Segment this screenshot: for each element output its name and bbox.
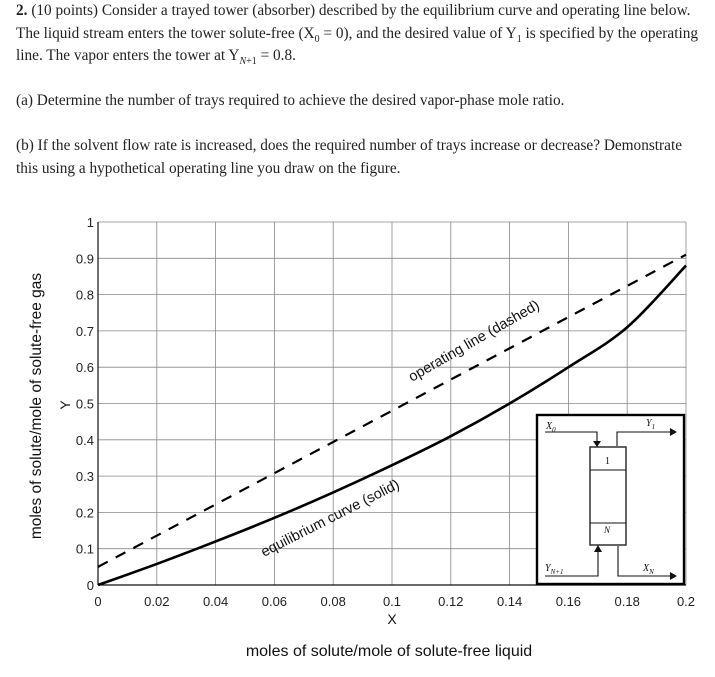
y-tick-label: 0 bbox=[86, 578, 94, 593]
y-tick-label: 0.2 bbox=[75, 505, 94, 521]
x-tick-label: 0.16 bbox=[555, 594, 582, 609]
inset-label-xn: $X_N$ bbox=[643, 563, 654, 576]
problem-intro: 2. (10 points) Consider a trayed tower (absorber) described by the equilibrium curve and operating line below. The liquid stream enters the tower solute-free $(X_0 = 0)$, and the desired value of $Y_1$ is specified by the operating line. The vapor enters the tower at $Y_{N+1} = 0.8$. bbox=[16, 2, 698, 68]
problem-points: (10 points) bbox=[31, 2, 99, 19]
y-tick-label: 0.4 bbox=[75, 432, 94, 448]
x-axis-symbol: X bbox=[387, 611, 397, 627]
y-tick-label: 0.6 bbox=[75, 360, 94, 376]
x-axis-title: moles of solute/mole of solute-free liquid bbox=[245, 643, 533, 660]
intro-mid: is specified by the operating line. The vapor enters the tower at Y bbox=[16, 24, 698, 64]
inset-label-y1: $Y_1$ bbox=[646, 418, 656, 431]
y-tick-label: 1 bbox=[86, 215, 94, 230]
y-tick-label: 0.9 bbox=[75, 251, 94, 267]
inset-label-x0: $X_0$ bbox=[546, 421, 556, 434]
intro-x0-eq: = 0), and the desired value of Y bbox=[319, 24, 517, 42]
part-a: (a) Determine the number of trays required to achieve the desired vapor-phase mole ratio. bbox=[16, 92, 565, 109]
x-tick-label: 0.18 bbox=[614, 594, 640, 609]
x-tick-label: 0.1 bbox=[382, 594, 402, 609]
x-tick-label: 0.2 bbox=[676, 594, 696, 609]
inset-tray-1: 1 bbox=[605, 456, 610, 467]
y-tick-label: 0.3 bbox=[75, 469, 94, 485]
part-b: (b) If the solvent flow rate is increased, does the required number of trays increase or decrease? Demonstrate this using a hypothetical operating line you draw on the figure. bbox=[16, 137, 682, 177]
equilibrium-curve-label: equilibrium curve (solid) bbox=[258, 476, 403, 561]
tower-inset-diagram bbox=[537, 415, 684, 584]
y-tick-label: 0.5 bbox=[75, 396, 94, 412]
y-tick-label: 0.1 bbox=[75, 541, 94, 557]
x-tick-label: 0.04 bbox=[202, 594, 229, 609]
operating-line-label: operating line (dashed) bbox=[406, 297, 543, 386]
problem-number: 2. bbox=[16, 2, 28, 19]
intro-yn1-eq: = 0.8. bbox=[256, 47, 296, 64]
intro-text: Consider a trayed tower (absorber) described by the equilibrium curve and operating line below. The liquid stream enters the tower solute-free (X bbox=[16, 2, 691, 42]
x-tick-label: 0 bbox=[94, 594, 102, 609]
x-tick-label: 0.02 bbox=[144, 594, 170, 609]
x-tick-label: 0.14 bbox=[496, 594, 523, 609]
y-tick-label: 0.7 bbox=[75, 323, 94, 339]
x-tick-label: 0.12 bbox=[438, 594, 464, 609]
x-tick-label: 0.08 bbox=[320, 594, 346, 609]
x-tick-label: 0.06 bbox=[261, 594, 288, 609]
inset-tray-n: N bbox=[604, 525, 611, 535]
y-axis-symbol: Y bbox=[57, 400, 73, 410]
inset-label-yn1: $Y_{N+1}$ bbox=[545, 563, 564, 576]
y-tick-label: 0.8 bbox=[75, 287, 94, 303]
y-axis-title: moles of solute/mole of solute-free gas bbox=[28, 272, 45, 540]
